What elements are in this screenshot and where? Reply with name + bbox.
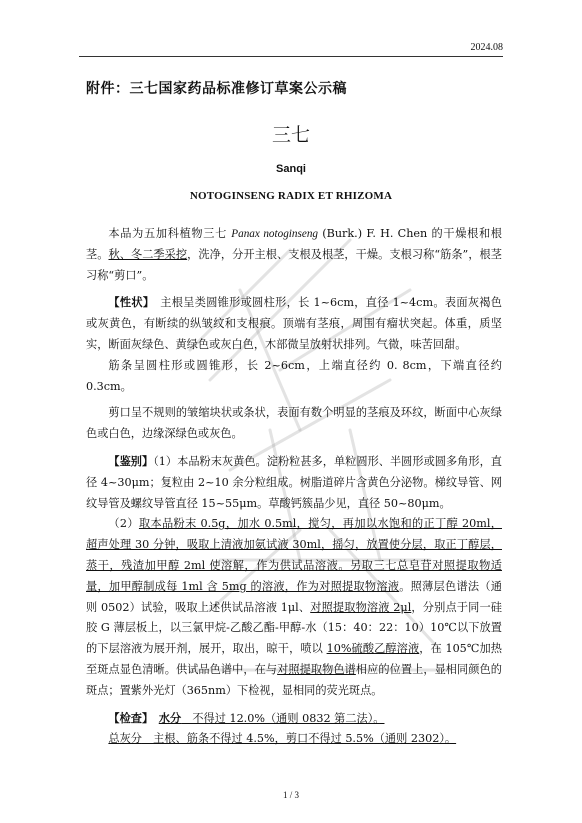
character-paragraph-3: 剪口呈不规则的皱缩块状或条状，表面有数个明显的茎痕及环纹，断面中心灰绿色或白色，边缘深绿色或灰色。 [86, 406, 502, 441]
intro-paragraph: 本品为五加科植物三七 Panax notoginseng (Burk.) F. H. Chen 的干燥根和根茎。秋、冬二季采挖，洗净，分开主根、支根及根茎，干燥。支根习称“筋条”，根茎习称“剪口”。 [86, 227, 502, 282]
moisture-label: 水分 [158, 710, 182, 725]
header-rule [79, 56, 503, 57]
revised-text-spray-reagent: 10%硫酸乙醇溶液 [326, 642, 420, 656]
latin-species-name: Panax notoginseng [231, 228, 319, 240]
check-ash-paragraph [86, 729, 502, 750]
monograph-title-chinese: 三七 [271, 124, 310, 146]
identification-paragraph-1: 【鉴别】（1）本品粉末灰黄色。淀粉粒甚多，单粒圆形、半圆形或圆多角形，直径 4~30μm；复粒由 2~10 余分粒组成。树脂道碎片含黄色分泌物。梯纹导管、网纹导管及螺纹导管直径 15~55μm。草酸钙簇晶少见，直径 50~80μm。 [86, 453, 502, 510]
character-paragraph-2: 筋条呈圆柱形或圆锥形，长 2~6cm，上端直径约 0. 8cm，下端直径约 0.3cm。 [86, 358, 502, 393]
header-date: 2024.08 [470, 42, 503, 53]
revised-text-sample-prep: 取本品粉末 0.5g，加水 0.5ml，搅匀，再加以水饱和的正丁醇 20ml，超声处理 30 分钟，吸取上清液加氨试液 30ml，摇匀，放置使分层，取正丁醇层，蒸干，残渣加甲醇 2ml 使溶解，作为供试品溶液。另取三七总皂苷对照提取物适量，加甲醇制成每 1ml 含 5mg 的溶液，作为对照提取物溶液 [86, 517, 502, 593]
monograph-title-pinyin: Sanqi [276, 163, 306, 175]
monograph-title-latin: NOTOGINSENG RADIX ET RHIZOMA [189, 190, 393, 202]
page-number: 1 / 3 [282, 790, 299, 800]
total-ash-text: 主根、筋条不得过 4.5%，剪口不得过 5.5%（通则 2302）。 [141, 732, 457, 746]
total-ash-label: 总灰分 [108, 732, 142, 746]
harvest-season: 秋、冬二季采挖 [108, 247, 188, 261]
section-label-character: 【性状】 [108, 295, 149, 310]
revised-text-reference-chromatogram: 对照提取物色谱 [277, 662, 356, 676]
identification-paragraph-2: （2）取本品粉末 0.5g，加水 0.5ml，搅匀，再加以水饱和的正丁醇 20ml，超声处理 30 分钟，吸取上清液加氨试液 30ml，摇匀，放置使分层，取正丁醇层，蒸干，残渣加甲醇 2ml 使溶解，作为供试品溶液。另取三七总皂苷对照提取物适量，加甲醇制成每 1ml 含 5mg 的溶液，作为对照提取物溶液。照薄层色谱法（通则 0502）试验，吸取上述供试品溶液 1μl、对照提取物溶液 2μl，分别点于同一硅胶 G 薄层板上，以三氯甲烷-乙酸乙酯-甲醇-水（15：40：22：10）10℃以下放置的下层溶液为展开剂，展开，取出，晾干，喷以 10%硫酸乙醇溶液，在 105℃加热至斑点显色清晰。供试品色谱中，在与对照提取物色谱相应的位置上，显相同颜色的斑点；置紫外光灯（365nm）下检视，显相同的荧光斑点。 [86, 517, 502, 697]
moisture-text: 不得过 12.0%（通则 0832 第二法）。 [181, 711, 385, 725]
character-paragraph-1: 【性状】 主根呈类圆锥形或圆柱形，长 1~6cm，直径 1~4cm。表面灰褐色或灰黄色，有断续的纵皱纹和支根痕。顶端有茎痕，周围有瘤状突起。体重，质坚实，断面灰绿色、黄绿色或灰白色，木部微呈放射状排列。气微，味苦回甜。 [86, 295, 502, 351]
revised-text-reference-volume: 对照提取物溶液 2μl [310, 600, 412, 614]
section-label-check: 【检查】 [108, 710, 148, 725]
annex-title: 附件：三七国家药品标准修订草案公示稿 [86, 81, 347, 97]
monograph-body [86, 224, 502, 750]
section-label-identification: 【鉴别】 [108, 453, 154, 468]
check-moisture-paragraph [86, 708, 502, 730]
